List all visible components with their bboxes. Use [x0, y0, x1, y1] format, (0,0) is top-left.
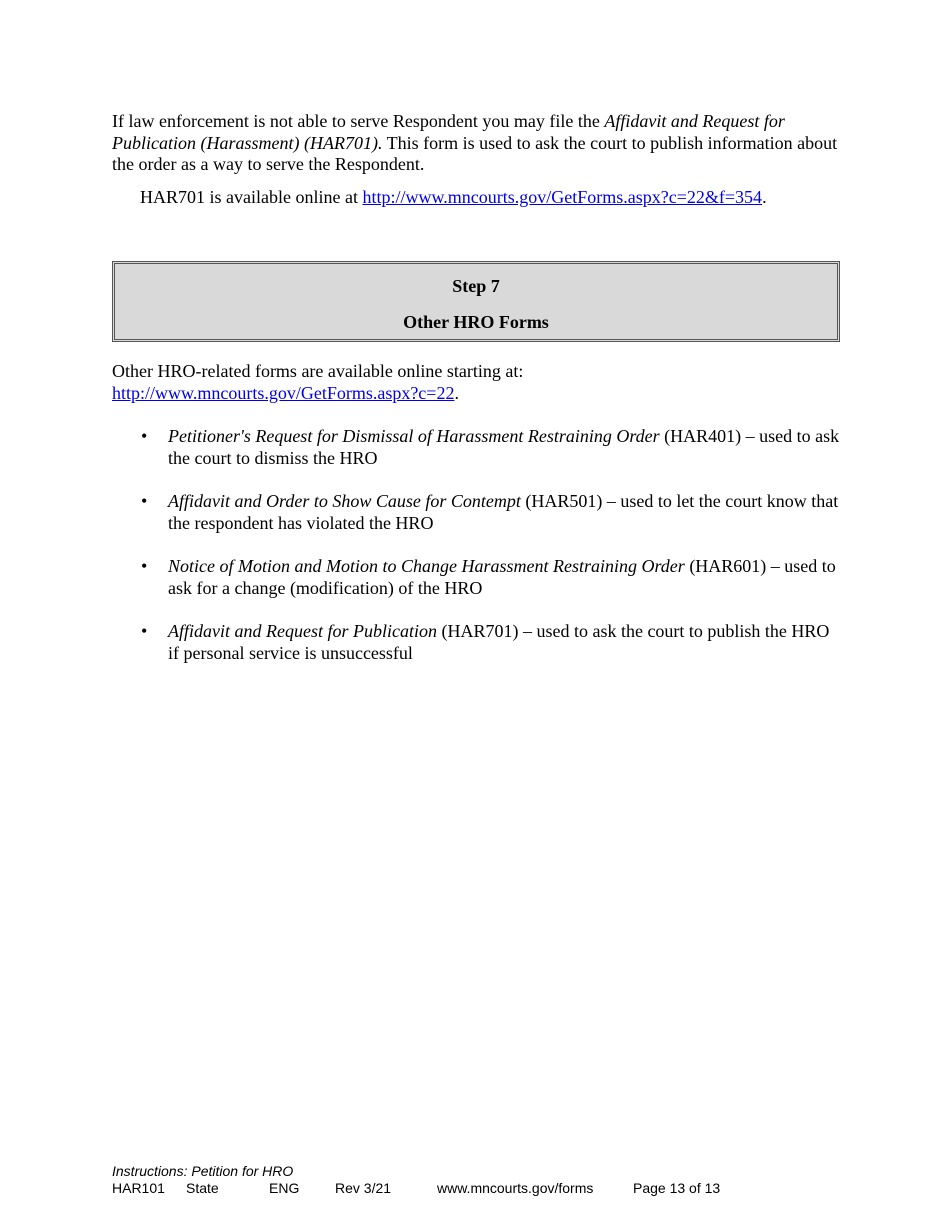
bullet-icon: •: [141, 491, 148, 511]
document-body: [112, 111, 840, 686]
form-description: (HAR701) – used to ask the court to publish the HRO if personal service is unsuccessful: [168, 621, 830, 663]
forms-list: [112, 426, 840, 664]
availability-line: [112, 187, 840, 209]
availability-prefix: HAR701 is available online at: [140, 186, 363, 207]
list-item: [112, 556, 840, 599]
step-number: Step 7: [452, 276, 500, 296]
other-forms-suffix: .: [454, 382, 459, 403]
bullet-icon: •: [141, 556, 148, 576]
other-forms-intro-text: Other HRO-related forms are available online starting at:: [112, 361, 524, 381]
form-description: (HAR601) – used to ask for a change (modification) of the HRO: [168, 556, 836, 598]
list-item: [112, 426, 840, 469]
list-item: [112, 491, 840, 534]
footer-info-row: [112, 1180, 732, 1197]
intro-text-before: If law enforcement is not able to serve Respondent you may file the: [112, 111, 605, 131]
footer-revision: Rev 3/21: [335, 1180, 392, 1196]
form-title: Notice of Motion and Motion to Change Harassment Restraining Order: [168, 556, 685, 576]
form-title: Affidavit and Request for Publication: [168, 621, 437, 641]
intro-form-title: Affidavit and Request for Publication (Harassment) (HAR701).: [112, 111, 785, 153]
page-footer: [112, 1163, 732, 1197]
footer-page-number: Page 13 of 13: [633, 1180, 721, 1196]
footer-jurisdiction: State: [186, 1180, 219, 1196]
hro-forms-link[interactable]: http://www.mncourts.gov/GetForms.aspx?c=22: [112, 382, 455, 403]
form-title: Affidavit and Order to Show Cause for Contempt: [168, 491, 521, 511]
form-title: Petitioner's Request for Dismissal of Harassment Restraining Order: [168, 426, 660, 446]
footer-language: ENG: [269, 1180, 300, 1196]
footer-doc-title: Instructions: Petition for HRO: [112, 1163, 294, 1179]
other-forms-intro: [112, 361, 840, 404]
form-description: (HAR501) – used to let the court know that the respondent has violated the HRO: [168, 491, 839, 533]
bullet-icon: •: [141, 426, 148, 446]
har701-link[interactable]: http://www.mncourts.gov/GetForms.aspx?c=22&f=354: [362, 186, 763, 207]
intro-paragraph: [112, 111, 840, 176]
list-item: [112, 621, 840, 664]
availability-suffix: .: [762, 186, 767, 207]
step-title: Other HRO Forms: [403, 311, 549, 332]
form-description: (HAR401) – used to ask the court to dismiss the HRO: [168, 426, 840, 468]
footer-website: www.mncourts.gov/forms: [437, 1180, 594, 1196]
intro-text-after: This form is used to ask the court to publish information about the order as a way to serve the Respondent.: [112, 132, 838, 174]
footer-form-code: HAR101: [112, 1180, 165, 1196]
bullet-icon: •: [141, 621, 148, 641]
step-heading-box: [112, 261, 840, 342]
